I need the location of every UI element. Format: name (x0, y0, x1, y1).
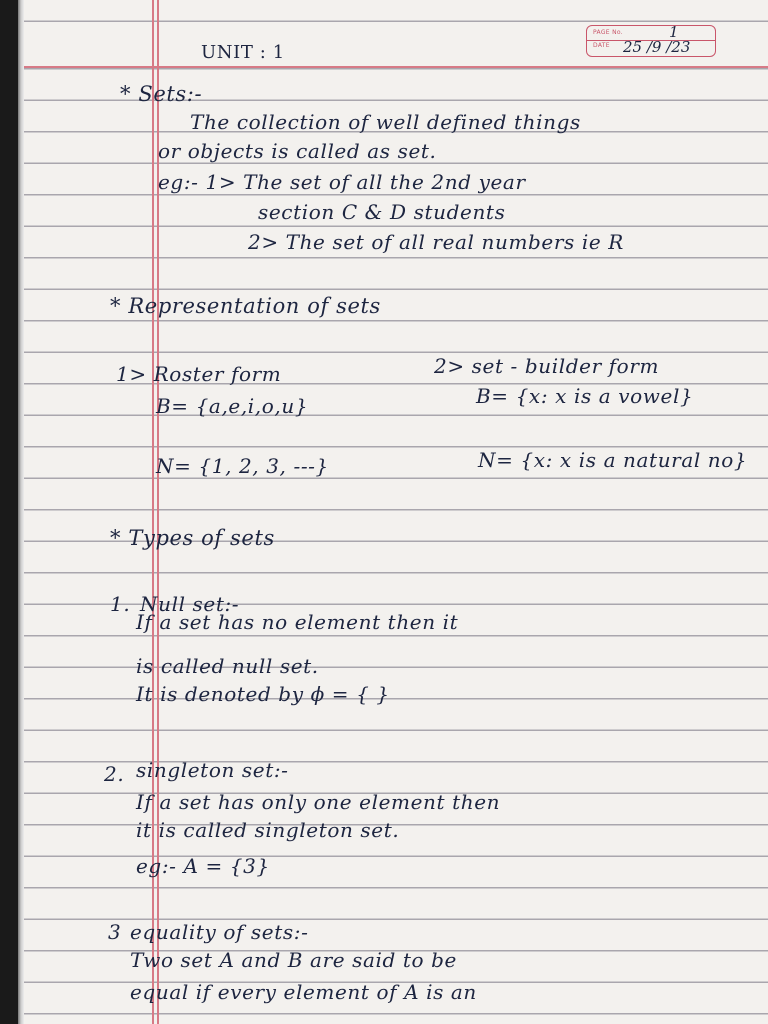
text-line: 1> Roster form (116, 362, 282, 386)
text-line: 2> The set of all real numbers ie R (248, 230, 624, 254)
heading-types: * Types of sets (110, 526, 275, 550)
text-line: B= {a,e,i,o,u} (156, 394, 309, 418)
text-line: it is called singleton set. (136, 818, 400, 842)
text-line: section C & D students (258, 200, 506, 224)
text-line: or objects is called as set. (158, 139, 437, 163)
item-number: 3 (108, 920, 122, 944)
date-value: 25 /9 /23 (623, 38, 691, 56)
subheading-null-set: Null set:- (140, 592, 240, 616)
text-line: N= {1, 2, 3, ---} (156, 454, 329, 478)
text-line: eg:- 1> The set of all the 2nd year (158, 170, 526, 194)
text-line: The collection of well defined things (190, 110, 581, 134)
text-line: is called null set. (136, 654, 319, 678)
text-line: 2> set - builder form (434, 354, 660, 378)
text-line: B= {x: x is a vowel} (476, 384, 694, 408)
page-date-box (586, 25, 716, 57)
text-line: If a set has only one element then (136, 790, 501, 814)
notebook-spine (18, 0, 24, 1024)
text-line: Two set A and B are said to be (130, 948, 457, 972)
notebook-page (18, 0, 768, 1024)
heading-representation: * Representation of sets (110, 294, 381, 318)
date-label: DATE (593, 42, 610, 49)
text-line: If a set has no element then it (136, 610, 459, 634)
text-line: equal if every element of A is an (130, 980, 477, 1004)
page-number-label: PAGE No. (593, 29, 623, 36)
text-line: eg:- A = {3} (136, 854, 270, 878)
page-number-value: 1 (669, 23, 679, 41)
subheading-singleton-set: singleton set:- (136, 758, 289, 782)
item-number: 2. (104, 762, 125, 786)
header-rule (18, 66, 768, 68)
subheading-equality-of-sets: equality of sets:- (130, 920, 309, 944)
item-number: 1. (110, 592, 131, 616)
text-line: N= {x: x is a natural no} (478, 448, 748, 472)
heading-sets: * Sets:- (120, 82, 203, 106)
unit-title: UNIT : 1 (201, 42, 285, 63)
text-line: It is denoted by ϕ = { } (136, 682, 390, 706)
